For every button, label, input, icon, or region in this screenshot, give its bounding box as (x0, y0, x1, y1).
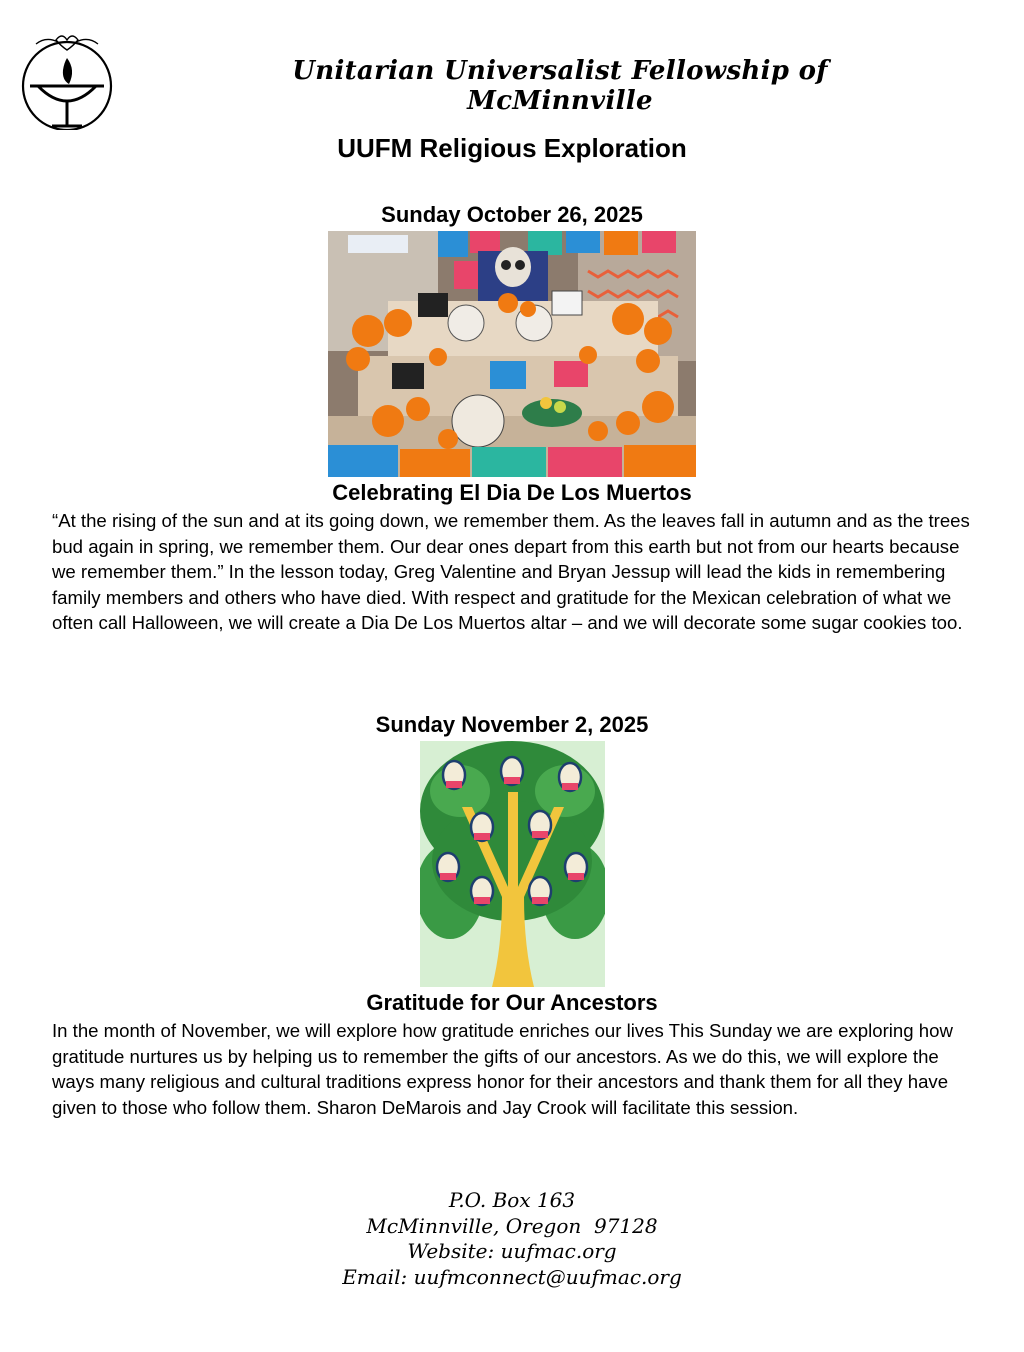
org-name: Unitarian Universalist Fellowship of McMinnville (292, 56, 828, 116)
event-body-1: “At the rising of the sun and at its going down, we remember them. As the leaves fall in autumn and as the trees bud again in spring, we remember them. Our dear ones depart from this earth but not from our hearts because we remember them.” In the lesson today, Greg Valentine and Bryan Jessup will lead the kids in remembering family members and others who have died. With respect and gratitude for the Mexican celebration of what we often call Halloween, we will create a Dia De Los Muertos altar – and we will decorate some sugar cookies too. (52, 510, 970, 633)
page-title: UUFM Religious Exploration (337, 133, 687, 163)
event-date-1: Sunday October 26, 2025 (381, 202, 643, 227)
chalice-logo-icon (16, 28, 118, 130)
footer-email[interactable]: Email: uufmconnect@uufmac.org (342, 1264, 682, 1289)
footer-website[interactable]: Website: uufmac.org (407, 1239, 617, 1263)
event-body-2: In the month of November, we will explore how gratitude enriches our lives This Sunday we are exploring how gratitude nurtures us by helping us to remember the gifts of our ancestors. As we do this, we will explore the ways many religious and cultural traditions express honor for their ancestors and thank them for all they have given to those who follow them. Sharon DeMarois and Jay Crook will facilitate this session. (52, 1020, 953, 1118)
event-title-1: Celebrating El Dia De Los Muertos (332, 480, 692, 505)
event-date-2: Sunday November 2, 2025 (375, 712, 649, 737)
footer-address: P.O. Box 163 (448, 1188, 576, 1212)
footer-city: McMinnville, Oregon 97128 (366, 1213, 658, 1238)
ofrenda-altar-photo (328, 231, 696, 477)
family-tree-illustration (420, 741, 605, 987)
contact-footer (0, 1188, 1024, 1290)
event-title-2: Gratitude for Our Ancestors (366, 990, 658, 1015)
